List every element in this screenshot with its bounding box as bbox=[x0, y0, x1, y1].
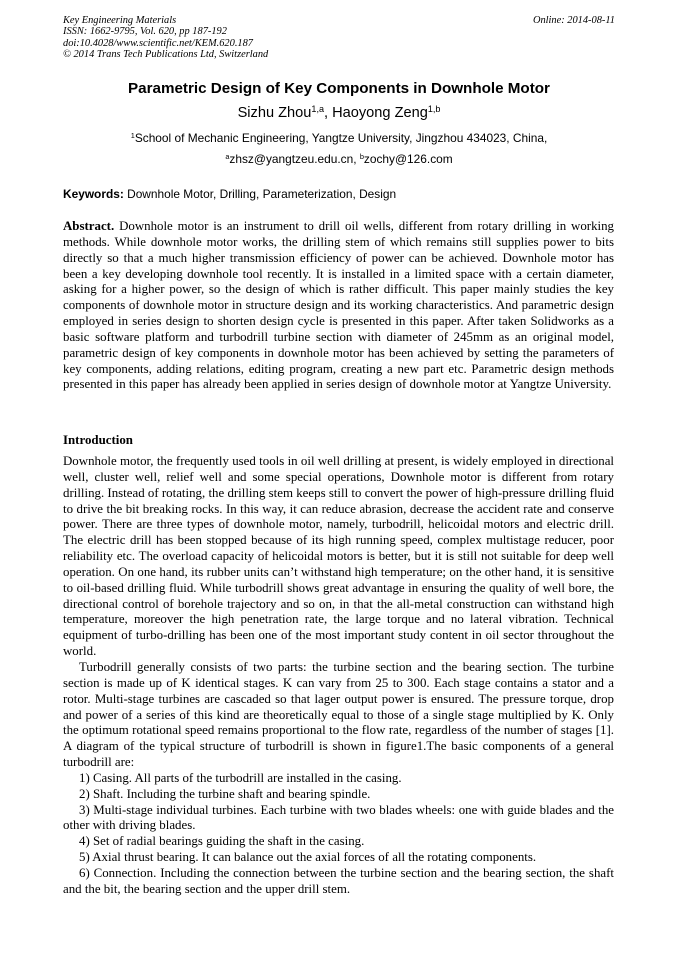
list-item: 5) Axial thrust bearing. It can balance out the axial forces of all the rotating components. bbox=[79, 850, 537, 865]
abstract-label: Abstract. bbox=[63, 219, 115, 233]
author-list bbox=[0, 104, 678, 122]
author-affil-mark: 1,b bbox=[427, 104, 441, 115]
author-separator: , bbox=[323, 105, 333, 121]
list-item: 6) Connection. Including the connection between the turbine section and the bearing section, the shaft and the bit, the bearing section and the upper drill stem. bbox=[63, 865, 614, 896]
affil-text: School of Mechanic Engineering, Yangtze University, Jingzhou 434023, China, bbox=[134, 131, 548, 145]
journal-meta bbox=[63, 15, 268, 60]
affil-mark: 1 bbox=[130, 130, 135, 140]
doi-line: doi:10.4028/www.scientific.net/KEM.620.187 bbox=[63, 37, 253, 49]
journal-name: Key Engineering Materials bbox=[63, 15, 177, 26]
email-link[interactable]: zochy@126.com bbox=[363, 152, 453, 166]
email-link[interactable]: zhsz@yangtzeu.edu.cn bbox=[229, 152, 354, 166]
list-item: 1) Casing. All parts of the turbodrill are installed in the casing. bbox=[79, 770, 402, 785]
section-heading-introduction: Introduction bbox=[63, 433, 133, 447]
affiliation bbox=[0, 130, 678, 146]
author-name: Haoyong Zeng bbox=[332, 105, 428, 121]
author-affil-mark: 1,a bbox=[311, 104, 324, 115]
list-item: 4) Set of radial bearings guiding the shaft in the casing. bbox=[79, 834, 365, 849]
issn-line: ISSN: 1662-9795, Vol. 620, pp 187-192 bbox=[63, 26, 227, 38]
keywords bbox=[63, 186, 396, 202]
abstract-text: Downhole motor is an instrument to drill oil wells, different from rotary drilling in working methods. While downhole motor works, the drilling stem of which remains still supplies power to bits directly so that a much higher transmission efficiency of power can be achieved. Downhole motor has been a key developing downhole tool recently. It is installed in a limited space with a certain diameter, asking for a higher power, so the design of which is rather difficult. This paper mainly studies the key components of downhole motor in structure design and its working characteristics. And parametric design employed in series design to shorten design cycle is presented in this paper. After taken Solidworks as a basic software platform and turbodrill turbine section with diameter of 245mm as an original model, parametric design of key components in downhole motor has been achieved by setting the parameters of key components, adding relations, editing program, creating a new part etc. Parametric design methods presented in this paper has already been applied in series design of downhole motor at Yangtze University. bbox=[63, 219, 614, 392]
copyright-line: © 2014 Trans Tech Publications Ltd, Switzerland bbox=[63, 48, 269, 60]
email-mark: a bbox=[225, 151, 230, 161]
paper-title: Parametric Design of Key Components in Downhole Motor bbox=[128, 80, 550, 97]
keywords-label: Keywords: bbox=[63, 187, 124, 201]
online-date: Online: 2014-08-11 bbox=[532, 15, 615, 26]
abstract bbox=[63, 219, 614, 393]
author-name: Sizhu Zhou bbox=[237, 105, 312, 121]
keywords-text: Downhole Motor, Drilling, Parameterization, Design bbox=[123, 187, 397, 201]
paragraph: Turbodrill generally consists of two parts: the turbine section and the bearing section. The turbine section is made up of K identical stages. K can vary from 25 to 300. Each stage contains a stator and a rotor. Multi-stage turbines are cascaded so that lager output power is ensured. The pressure torque, drop and power of a series of this kind are theoretically equal to those of a single stage multiplied by K. Only the optimum rotational speed remains proportional to the flow rate, regardless of the number of stages [1]. A diagram of the typical structure of turbodrill is shown in figure1.The basic components of a general turbodrill are: bbox=[63, 659, 614, 770]
list-item: 2) Shaft. Including the turbine shaft and bearing spindle. bbox=[79, 786, 371, 801]
email-separator: , bbox=[353, 152, 360, 166]
email-mark: b bbox=[359, 151, 364, 161]
author-emails bbox=[0, 151, 678, 167]
paragraph: Downhole motor, the frequently used tools in oil well drilling at present, is widely employed in directional well, cluster well, relief well and some special operations, Downhole motor is different from rotary drilling. Instead of rotating, the drilling stem keeps still to convert the power of high-pressure drilling fluid to drive the bit breaking rocks. In this way, it can reduce abrasion, decrease the accident rate and conserve power. There are three types of downhole motor, namely, turbodrill, helicoidal motors and electric drill. The electric drill has been stopped because of its high running speed, complex multistage reducer, poor reliability etc. The overload capacity of helicoidal motors is better, but it is still not suitable for deep well operation. On one hand, its rubber units can’t withstand high temperature; on the other hand, it is sensitive to oil-based drilling fluid. While turbodrill shows great advantage in ensuring the quality of well bore, the directional control of borehole trajectory and so on, in that the all-metal construction can withstand high temperature, moreover the high penetration rate, the large torque and no lateral vibration. Technical equipment of turbo-drilling has been one of the most important study content in oil sector throughout the world. bbox=[63, 454, 614, 659]
introduction-body bbox=[63, 454, 614, 898]
list-item: 3) Multi-stage individual turbines. Each turbine with two blades wheels: one with guide blades and the other with driving blades. bbox=[63, 802, 614, 833]
